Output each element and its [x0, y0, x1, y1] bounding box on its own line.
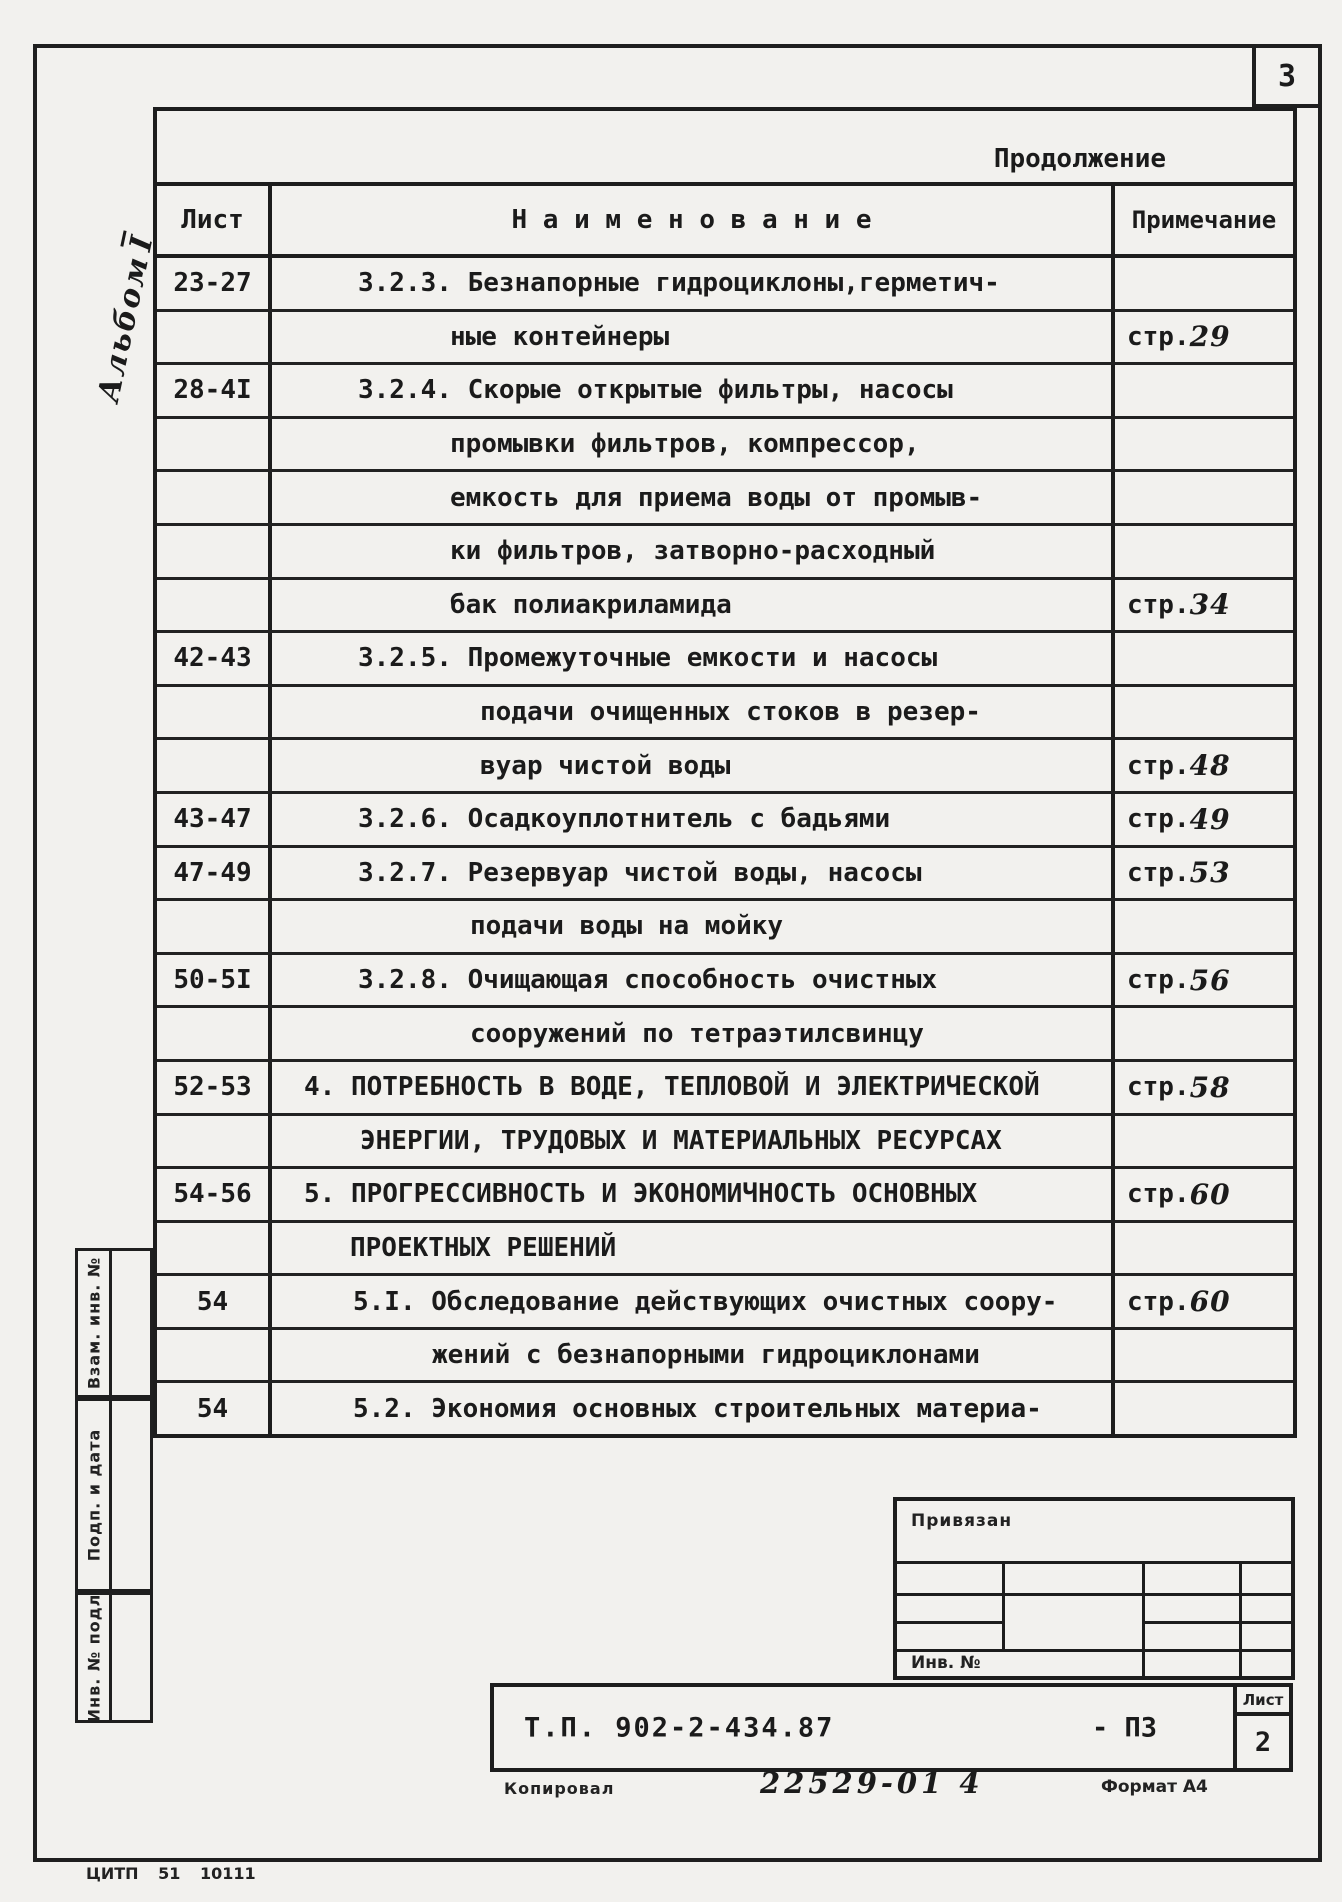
sheet-cell — [157, 526, 272, 577]
table-row — [157, 633, 1293, 687]
header-sheet: Лист — [157, 186, 272, 254]
sheet-cell: 28-4I — [157, 365, 272, 416]
format-label: Формат А4 — [1101, 1777, 1208, 1797]
sheet-cell — [157, 687, 272, 738]
document-suffix: - ПЗ — [1092, 1712, 1158, 1743]
handwritten-order-number: 22529-01 4 — [760, 1766, 984, 1800]
table-row — [157, 1062, 1293, 1116]
margin-stamp-podp — [75, 1398, 153, 1592]
name-cell: сооружений по тетраэтилсвинцу — [272, 1008, 1115, 1059]
note-label: стр. — [1127, 750, 1190, 781]
name-cell: подачи очищенных стоков в резер- — [272, 687, 1115, 738]
sheet-cell — [157, 1223, 272, 1274]
sheet-cell — [157, 419, 272, 470]
note-cell — [1115, 848, 1293, 899]
sheet-cell — [157, 1330, 272, 1381]
name-cell: 5.I. Обследование действующих очистных соору- — [272, 1276, 1115, 1327]
note-page-number: 56 — [1189, 963, 1231, 997]
document-code: Т.П. 902-2-434.87 — [524, 1712, 835, 1743]
name-cell: жений с безнапорными гидроциклонами — [272, 1330, 1115, 1381]
note-cell — [1115, 258, 1293, 309]
stamp-line — [897, 1649, 1291, 1652]
note-page-number: 60 — [1189, 1285, 1231, 1319]
table-row — [157, 1116, 1293, 1170]
note-label: стр. — [1127, 589, 1190, 620]
sheet-cell — [157, 1116, 272, 1167]
name-cell: ЭНЕРГИИ, ТРУДОВЫХ И МАТЕРИАЛЬНЫХ РЕСУРСАХ — [272, 1116, 1115, 1167]
table-row — [157, 526, 1293, 580]
contents-table — [153, 107, 1297, 1438]
name-cell: емкость для приема воды от промыв- — [272, 472, 1115, 523]
sheet-cell — [157, 901, 272, 952]
name-cell: вуар чистой воды — [272, 740, 1115, 791]
note-page-number: 34 — [1189, 588, 1231, 622]
name-cell: 3.2.8. Очищающая способность очистных — [272, 955, 1115, 1006]
table-row — [157, 258, 1293, 312]
sheet-cell: 43-47 — [157, 794, 272, 845]
note-label: стр. — [1127, 857, 1190, 888]
note-page-number: 49 — [1189, 802, 1231, 836]
attachment-stamp — [893, 1497, 1295, 1680]
table-rows — [157, 258, 1293, 1434]
stamp-line — [897, 1621, 1002, 1624]
title-block — [490, 1683, 1293, 1772]
divider — [109, 1251, 112, 1395]
table-row — [157, 1276, 1293, 1330]
note-label: стр. — [1127, 1179, 1190, 1210]
note-cell — [1115, 901, 1293, 952]
table-row — [157, 687, 1293, 741]
header-name: Н а и м е н о в а н и е — [272, 186, 1115, 254]
note-cell — [1115, 365, 1293, 416]
name-cell: подачи воды на мойку — [272, 901, 1115, 952]
note-cell — [1115, 1062, 1293, 1113]
stamp-line — [1239, 1561, 1242, 1676]
sheet-cell — [157, 312, 272, 363]
note-cell — [1115, 580, 1293, 631]
header-note: Примечание — [1131, 206, 1277, 234]
divider — [109, 1401, 112, 1589]
note-page-number: 48 — [1189, 749, 1231, 783]
table-row — [157, 1223, 1293, 1277]
stamp-line — [1002, 1561, 1005, 1652]
note-cell — [1115, 955, 1293, 1006]
note-page-number: 58 — [1189, 1070, 1231, 1104]
sheet-cell: 47-49 — [157, 848, 272, 899]
table-row — [157, 901, 1293, 955]
table-row — [157, 740, 1293, 794]
note-page-number: 53 — [1189, 856, 1231, 890]
page-number-box — [1252, 44, 1322, 108]
note-label: стр. — [1127, 1072, 1190, 1103]
footer-code: ЦИТП 51 10111 — [86, 1864, 256, 1883]
sheet-cell: 52-53 — [157, 1062, 272, 1113]
sheet-cell — [157, 1008, 272, 1059]
sheet-number: 2 — [1254, 1726, 1272, 1758]
table-row — [157, 1169, 1293, 1223]
note-label: стр. — [1127, 321, 1190, 352]
sheet-cell: 42-43 — [157, 633, 272, 684]
note-cell — [1115, 1008, 1293, 1059]
sheet-cell: 54 — [157, 1276, 272, 1327]
name-cell: ПРОЕКТНЫХ РЕШЕНИЙ — [272, 1223, 1115, 1274]
note-cell — [1115, 419, 1293, 470]
note-cell — [1115, 1383, 1293, 1434]
divider — [109, 1595, 112, 1720]
sheet-cell: 50-5I — [157, 955, 272, 1006]
note-label: стр. — [1127, 804, 1190, 835]
name-cell: 3.2.6. Осадкоуплотнитель с бадьями — [272, 794, 1115, 845]
margin-stamp-label: Подп. и дата — [84, 1428, 104, 1562]
sheet-cell — [157, 740, 272, 791]
name-cell: ные контейнеры — [272, 312, 1115, 363]
copied-label: Копировал — [504, 1779, 615, 1798]
stamp-line — [1142, 1561, 1145, 1676]
table-row — [157, 1383, 1293, 1434]
sheet-cell: 54-56 — [157, 1169, 272, 1220]
note-cell — [1115, 1169, 1293, 1220]
note-label: стр. — [1127, 965, 1190, 996]
name-cell: 4. ПОТРЕБНОСТЬ В ВОДЕ, ТЕПЛОВОЙ И ЭЛЕКТРИЧЕСКОЙ — [272, 1062, 1115, 1113]
album-word: Альбом — [91, 252, 157, 405]
margin-stamp-inv — [75, 1592, 153, 1723]
name-cell: 3.2.4. Скорые открытые фильтры, насосы — [272, 365, 1115, 416]
table-row — [157, 365, 1293, 419]
name-cell: 5. ПРОГРЕССИВНОСТЬ И ЭКОНОМИЧНОСТЬ ОСНОВНЫХ — [272, 1169, 1115, 1220]
table-row — [157, 312, 1293, 366]
note-cell — [1115, 1330, 1293, 1381]
note-page-number: 60 — [1189, 1177, 1231, 1211]
table-row — [157, 848, 1293, 902]
table-row — [157, 1330, 1293, 1384]
stamp-inv-label: Инв. № — [911, 1653, 981, 1673]
name-cell: промывки фильтров, компрессор, — [272, 419, 1115, 470]
sheet-cell — [157, 472, 272, 523]
note-cell — [1115, 1116, 1293, 1167]
name-cell: бак полиакриламида — [272, 580, 1115, 631]
note-cell — [1115, 740, 1293, 791]
page-number: 3 — [1277, 58, 1297, 94]
note-cell — [1115, 472, 1293, 523]
name-cell: 3.2.3. Безнапорные гидроциклоны,герметич- — [272, 258, 1115, 309]
note-cell — [1115, 633, 1293, 684]
note-cell — [1115, 1276, 1293, 1327]
name-cell: 3.2.7. Резервуар чистой воды, насосы — [272, 848, 1115, 899]
stamp-title: Привязан — [911, 1511, 1013, 1531]
note-cell — [1115, 312, 1293, 363]
table-row — [157, 580, 1293, 634]
note-cell — [1115, 794, 1293, 845]
table-row — [157, 794, 1293, 848]
name-cell: 3.2.5. Промежуточные емкости и насосы — [272, 633, 1115, 684]
continuation-band — [157, 111, 1293, 186]
margin-stamp-vzam — [75, 1248, 153, 1398]
note-page-number: 29 — [1189, 320, 1231, 354]
stamp-line — [897, 1561, 1291, 1564]
stamp-line — [897, 1593, 1291, 1596]
note-label: стр. — [1127, 1286, 1190, 1317]
table-row — [157, 955, 1293, 1009]
sheet-label: Лист — [1237, 1687, 1289, 1716]
note-cell — [1115, 687, 1293, 738]
name-cell: 5.2. Экономия основных строительных материа- — [272, 1383, 1115, 1434]
sheet-cell — [1237, 1687, 1289, 1768]
note-cell — [1115, 1223, 1293, 1274]
margin-stamp-label: Инв. № подл — [84, 1593, 104, 1722]
table-row — [157, 1008, 1293, 1062]
table-row — [157, 472, 1293, 526]
table-row — [157, 419, 1293, 473]
stamp-line — [1142, 1621, 1291, 1624]
sheet-cell — [157, 580, 272, 631]
table-header-row — [157, 186, 1293, 258]
album-numeral: $\overline{I}$ — [123, 231, 161, 254]
name-cell: ки фильтров, затворно-расходный — [272, 526, 1115, 577]
note-cell — [1115, 526, 1293, 577]
sheet-cell: 23-27 — [157, 258, 272, 309]
continuation-label: Продолжение — [993, 144, 1166, 174]
margin-stamp-label: Взам. инв. № — [84, 1256, 104, 1390]
sheet-cell: 54 — [157, 1383, 272, 1434]
